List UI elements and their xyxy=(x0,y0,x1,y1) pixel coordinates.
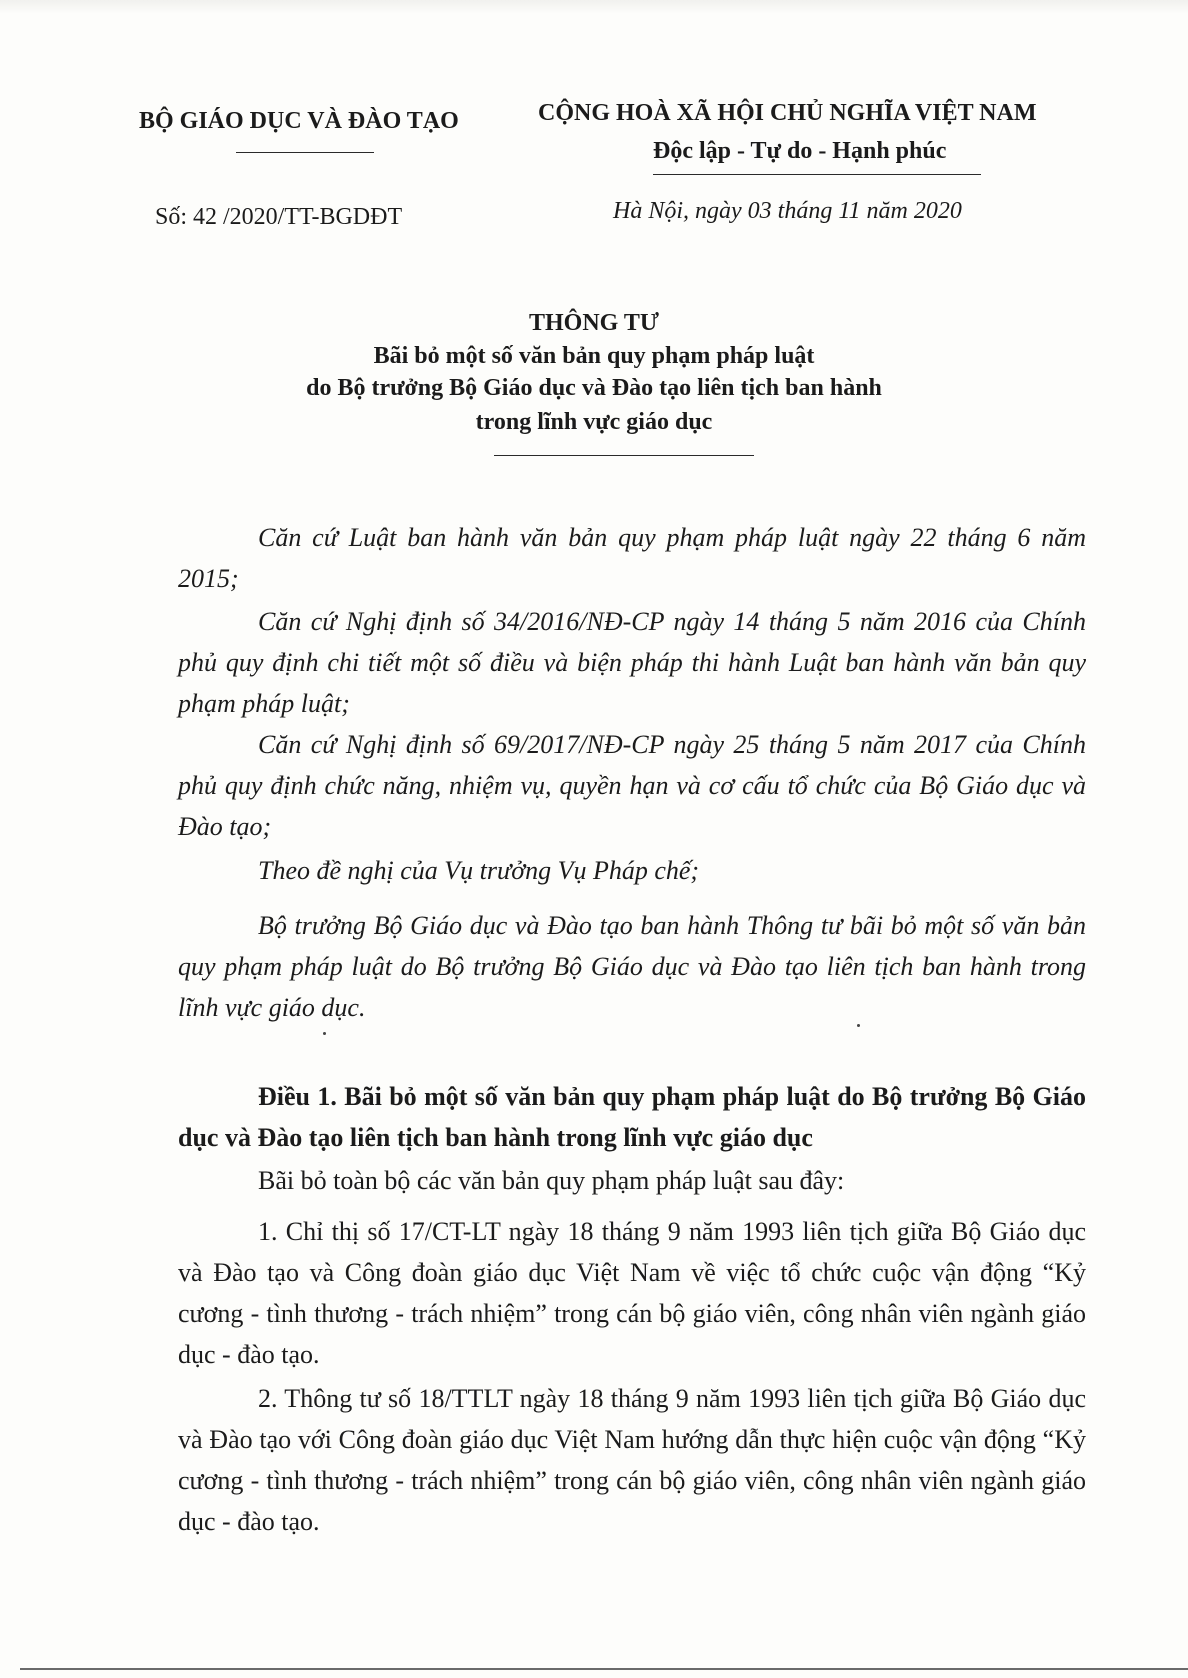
motto-underline xyxy=(653,174,981,175)
preamble-decree-34: Căn cứ Nghị định số 34/2016/NĐ-CP ngày 14 tháng 5 năm 2016 của Chính phủ quy định chi tiết một số điều và biện pháp thi hành Luật ban hành văn bản quy phạm pháp luật; xyxy=(178,607,1086,718)
title-line-2: do Bộ trưởng Bộ Giáo dục và Đào tạo liên tịch ban hành xyxy=(306,375,882,401)
article-1-item-1: 1. Chỉ thị số 17/CT-LT ngày 18 tháng 9 năm 1993 liên tịch giữa Bộ Giáo dục và Đào tạo và Công đoàn giáo dục Việt Nam về việc tổ chức cuộc vận động “Kỷ cương - tình thương - trách nhiệm” trong cán bộ giáo viên, công nhân viên ngành giáo dục - đào tạo. xyxy=(178,1217,1086,1369)
title-line-1: Bãi bỏ một số văn bản quy phạm pháp luật xyxy=(373,343,815,369)
scan-shadow xyxy=(0,0,1188,14)
title-line-3: trong lĩnh vực giáo dục xyxy=(475,409,713,435)
page-bottom-edge xyxy=(20,1668,1188,1670)
document-number: Số: 42 /2020/TT-BGDĐT xyxy=(155,204,403,230)
preamble-proposal: Theo đề nghị của Vụ trưởng Vụ Pháp chế; xyxy=(258,856,700,885)
country-name: CỘNG HOÀ XÃ HỘI CHỦ NGHĨA VIỆT NAM xyxy=(538,100,1037,126)
document-date: Hà Nội, ngày 03 tháng 11 năm 2020 xyxy=(613,198,962,224)
ministry-name: BỘ GIÁO DỤC VÀ ĐÀO TẠO xyxy=(139,108,459,134)
article-1-item-2: 2. Thông tư số 18/TTLT ngày 18 tháng 9 năm 1993 liên tịch giữa Bộ Giáo dục và Đào tạo với Công đoàn giáo dục Việt Nam hướng dẫn thực hiện cuộc vận động “Kỷ cương - tình thương - trách nhiệm” trong cán bộ giáo viên, công nhân viên ngành giáo dục - đào tạo. xyxy=(178,1384,1086,1536)
country-motto: Độc lập - Tự do - Hạnh phúc xyxy=(653,138,947,164)
document-type: THÔNG TƯ xyxy=(528,310,660,336)
scan-speck xyxy=(323,1032,326,1035)
preamble-decree-69: Căn cứ Nghị định số 69/2017/NĐ-CP ngày 25 tháng 5 năm 2017 của Chính phủ quy định chức năng, nhiệm vụ, quyền hạn và cơ cấu tổ chức của Bộ Giáo dục và Đào tạo; xyxy=(178,730,1086,841)
title-underline xyxy=(494,455,754,456)
preamble-issuance: Bộ trưởng Bộ Giáo dục và Đào tạo ban hành Thông tư bãi bỏ một số văn bản quy phạm pháp luật do Bộ trưởng Bộ Giáo dục và Đào tạo liên tịch ban hành trong lĩnh vực giáo dục. xyxy=(178,911,1086,1022)
ministry-underline xyxy=(236,152,374,153)
article-1-heading: Điều 1. Bãi bỏ một số văn bản quy phạm pháp luật do Bộ trưởng Bộ Giáo dục và Đào tạo liên tịch ban hành trong lĩnh vực giáo dục xyxy=(178,1082,1086,1152)
article-1-intro: Bãi bỏ toàn bộ các văn bản quy phạm pháp luật sau đây: xyxy=(258,1166,845,1195)
scan-speck xyxy=(857,1024,860,1027)
preamble-law: Căn cứ Luật ban hành văn bản quy phạm pháp luật ngày 22 tháng 6 năm 2015; xyxy=(178,523,1086,593)
